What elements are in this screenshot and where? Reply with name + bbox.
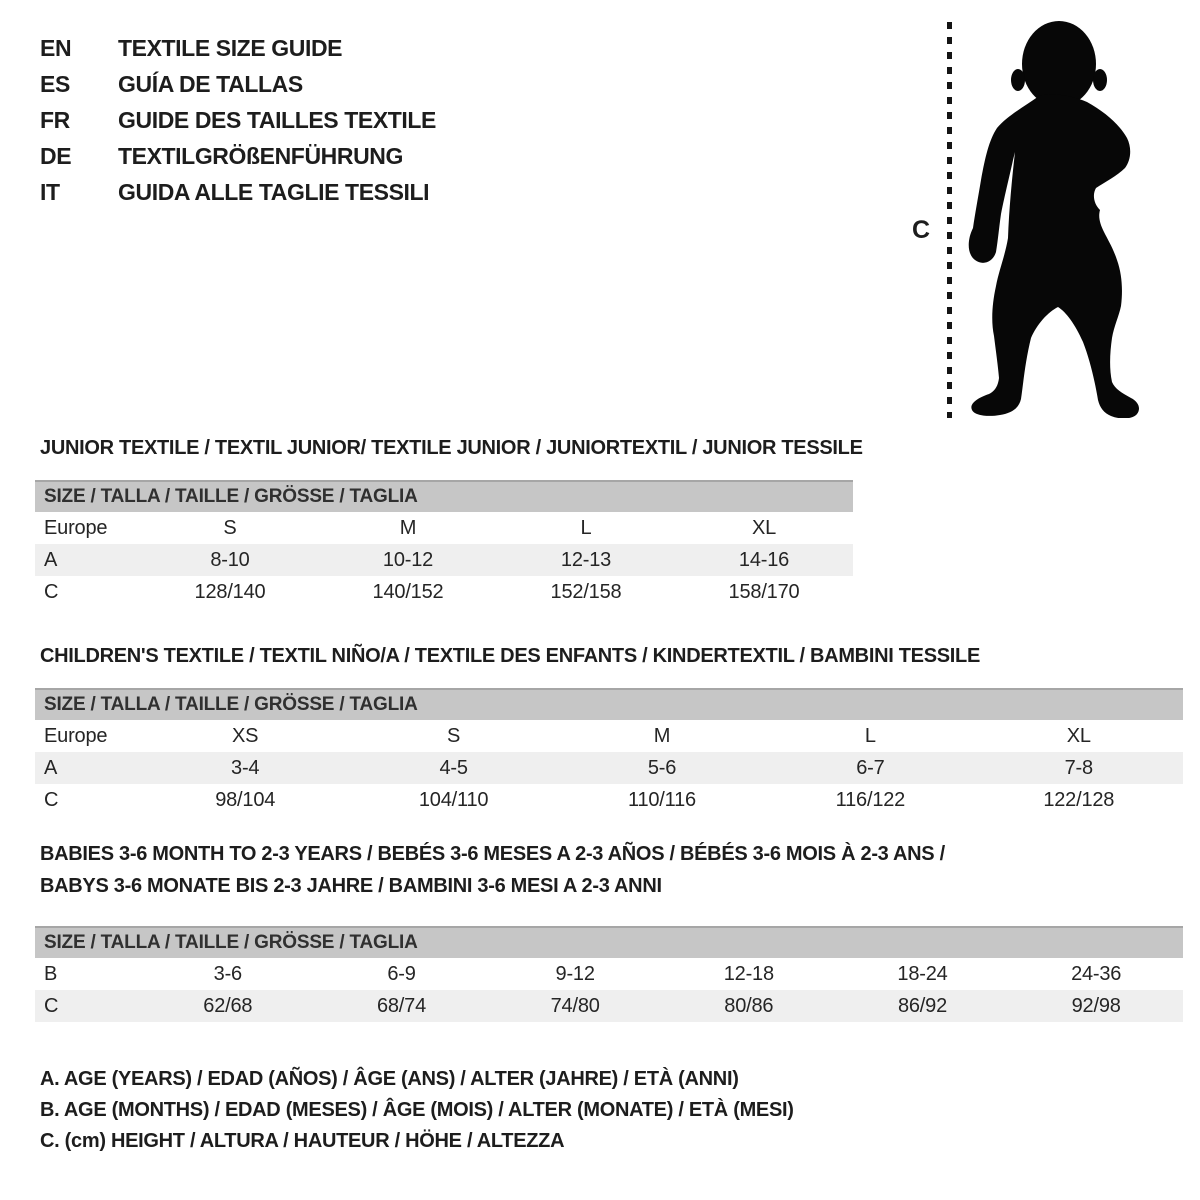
children-size-table	[35, 688, 1183, 816]
legend-line-age-years: A. AGE (YEARS) / EDAD (AÑOS) / ÂGE (ANS) / ALTER (JAHRE) / ETÀ (ANNI)	[40, 1068, 739, 1090]
table-cell: XL	[1066, 724, 1091, 747]
table-cell: M	[399, 516, 417, 539]
table-cell: 92/98	[1071, 994, 1121, 1017]
language-code: DE	[40, 142, 72, 169]
language-code: IT	[40, 178, 60, 205]
language-row-de	[40, 138, 436, 174]
table-cell: 140/152	[372, 580, 444, 603]
language-row-fr	[40, 102, 436, 138]
table-cell: 62/68	[203, 994, 253, 1017]
table-cell: 12-13	[560, 548, 612, 571]
babies-section-title	[40, 838, 945, 902]
junior-section-title	[40, 432, 863, 464]
table-cell: 122/128	[1043, 788, 1115, 811]
row-label: C	[44, 788, 59, 811]
size-header-label: SIZE / TALLA / TAILLE / GRÖSSE / TAGLIA	[44, 486, 418, 507]
guide-title-it: GUIDA ALLE TAGLIE TESSILI	[118, 178, 430, 205]
row-label: A	[44, 756, 58, 779]
babies-table-body	[35, 958, 1183, 1022]
table-cell: 12-18	[723, 962, 774, 985]
table-cell: 6-7	[856, 756, 885, 779]
babies-size-table	[35, 926, 1183, 1022]
table-cell: 158/170	[728, 580, 800, 603]
table-cell: 18-24	[897, 962, 948, 985]
table-cell: 68/74	[376, 994, 427, 1017]
table-cell: 14-16	[738, 548, 790, 571]
row-label: Europe	[44, 724, 108, 747]
row-label: B	[44, 962, 58, 985]
row-label: C	[44, 994, 59, 1017]
height-measure-label: C	[912, 216, 931, 244]
table-row	[35, 544, 853, 576]
table-cell: 98/104	[215, 788, 276, 811]
table-row	[35, 752, 1183, 784]
table-cell: S	[447, 724, 461, 747]
table-row	[35, 512, 853, 544]
language-code: EN	[40, 34, 72, 61]
junior-size-table	[35, 480, 853, 608]
legend-line-age-months: B. AGE (MONTHS) / EDAD (MESES) / ÂGE (MOIS) / ALTER (MONATE) / ETÀ (MESI)	[40, 1099, 794, 1121]
table-cell: 24-36	[1071, 962, 1122, 985]
children-section-title	[40, 640, 980, 672]
table-cell: 74/80	[550, 994, 600, 1017]
table-row	[35, 958, 1183, 990]
table-cell: L	[864, 724, 876, 747]
table-cell: 4-5	[439, 756, 468, 779]
size-header-bar	[35, 480, 853, 512]
table-row	[35, 784, 1183, 816]
title-line: CHILDREN'S TEXTILE / TEXTIL NIÑO/A / TEXTILE DES ENFANTS / KINDERTEXTIL / BAMBINI TESSILE	[40, 645, 980, 667]
table-row	[35, 990, 1183, 1022]
table-cell: XL	[751, 516, 777, 539]
table-cell: 116/122	[835, 788, 906, 811]
table-cell: XS	[232, 724, 259, 747]
table-cell: 152/158	[550, 580, 622, 603]
title-line: BABIES 3-6 MONTH TO 2-3 YEARS / BEBÉS 3-6 MESES A 2-3 AÑOS / BÉBÉS 3-6 MOIS À 2-3 ANS /	[40, 843, 945, 865]
table-cell: 7-8	[1064, 756, 1093, 779]
table-cell: L	[580, 516, 592, 539]
size-header-label: SIZE / TALLA / TAILLE / GRÖSSE / TAGLIA	[44, 932, 418, 953]
guide-title-es: GUÍA DE TALLAS	[118, 70, 303, 97]
table-cell: 80/86	[724, 994, 774, 1017]
table-row	[35, 720, 1183, 752]
legend-line-height-cm: C. (cm) HEIGHT / ALTURA / HAUTEUR / HÖHE / ALTEZZA	[40, 1130, 565, 1152]
table-cell: 128/140	[194, 580, 266, 603]
size-header-bar	[35, 688, 1183, 720]
table-cell: 3-6	[213, 962, 242, 985]
table-cell: 104/110	[418, 788, 489, 811]
table-cell: 5-6	[647, 756, 677, 779]
guide-title-de: TEXTILGRÖßENFÜHRUNG	[118, 142, 403, 169]
table-cell: M	[653, 724, 671, 747]
table-row	[35, 576, 853, 608]
table-cell: 86/92	[897, 994, 948, 1017]
toddler-silhouette-image	[965, 18, 1145, 418]
junior-table-body	[35, 512, 853, 608]
table-cell: S	[223, 516, 237, 539]
title-line: JUNIOR TEXTILE / TEXTIL JUNIOR/ TEXTILE JUNIOR / JUNIORTEXTIL / JUNIOR TESSILE	[40, 437, 863, 459]
table-cell: 3-4	[231, 756, 260, 779]
table-cell: 6-9	[387, 962, 416, 985]
language-code: FR	[40, 106, 70, 133]
table-cell: 8-10	[210, 548, 250, 571]
guide-title-en: TEXTILE SIZE GUIDE	[118, 34, 343, 61]
table-cell: 9-12	[555, 962, 595, 985]
children-table-body	[35, 720, 1183, 816]
row-label: C	[44, 580, 59, 603]
size-header-bar	[35, 926, 1183, 958]
title-line: BABYS 3-6 MONATE BIS 2-3 JAHRE / BAMBINI 3-6 MESI A 2-3 ANNI	[40, 875, 662, 897]
language-row-en	[40, 30, 436, 66]
legend	[40, 1064, 794, 1157]
height-measure-figure	[900, 16, 1185, 426]
table-cell: 110/116	[628, 788, 696, 811]
table-cell: 10-12	[382, 548, 434, 571]
language-row-it	[40, 174, 436, 210]
language-title-list	[40, 30, 436, 210]
language-row-es	[40, 66, 436, 102]
height-dotted-line	[947, 22, 952, 418]
row-label: A	[44, 548, 58, 571]
guide-title-fr: GUIDE DES TAILLES TEXTILE	[118, 106, 436, 133]
size-header-label: SIZE / TALLA / TAILLE / GRÖSSE / TAGLIA	[44, 694, 418, 715]
row-label: Europe	[44, 516, 108, 539]
language-code: ES	[40, 70, 70, 97]
